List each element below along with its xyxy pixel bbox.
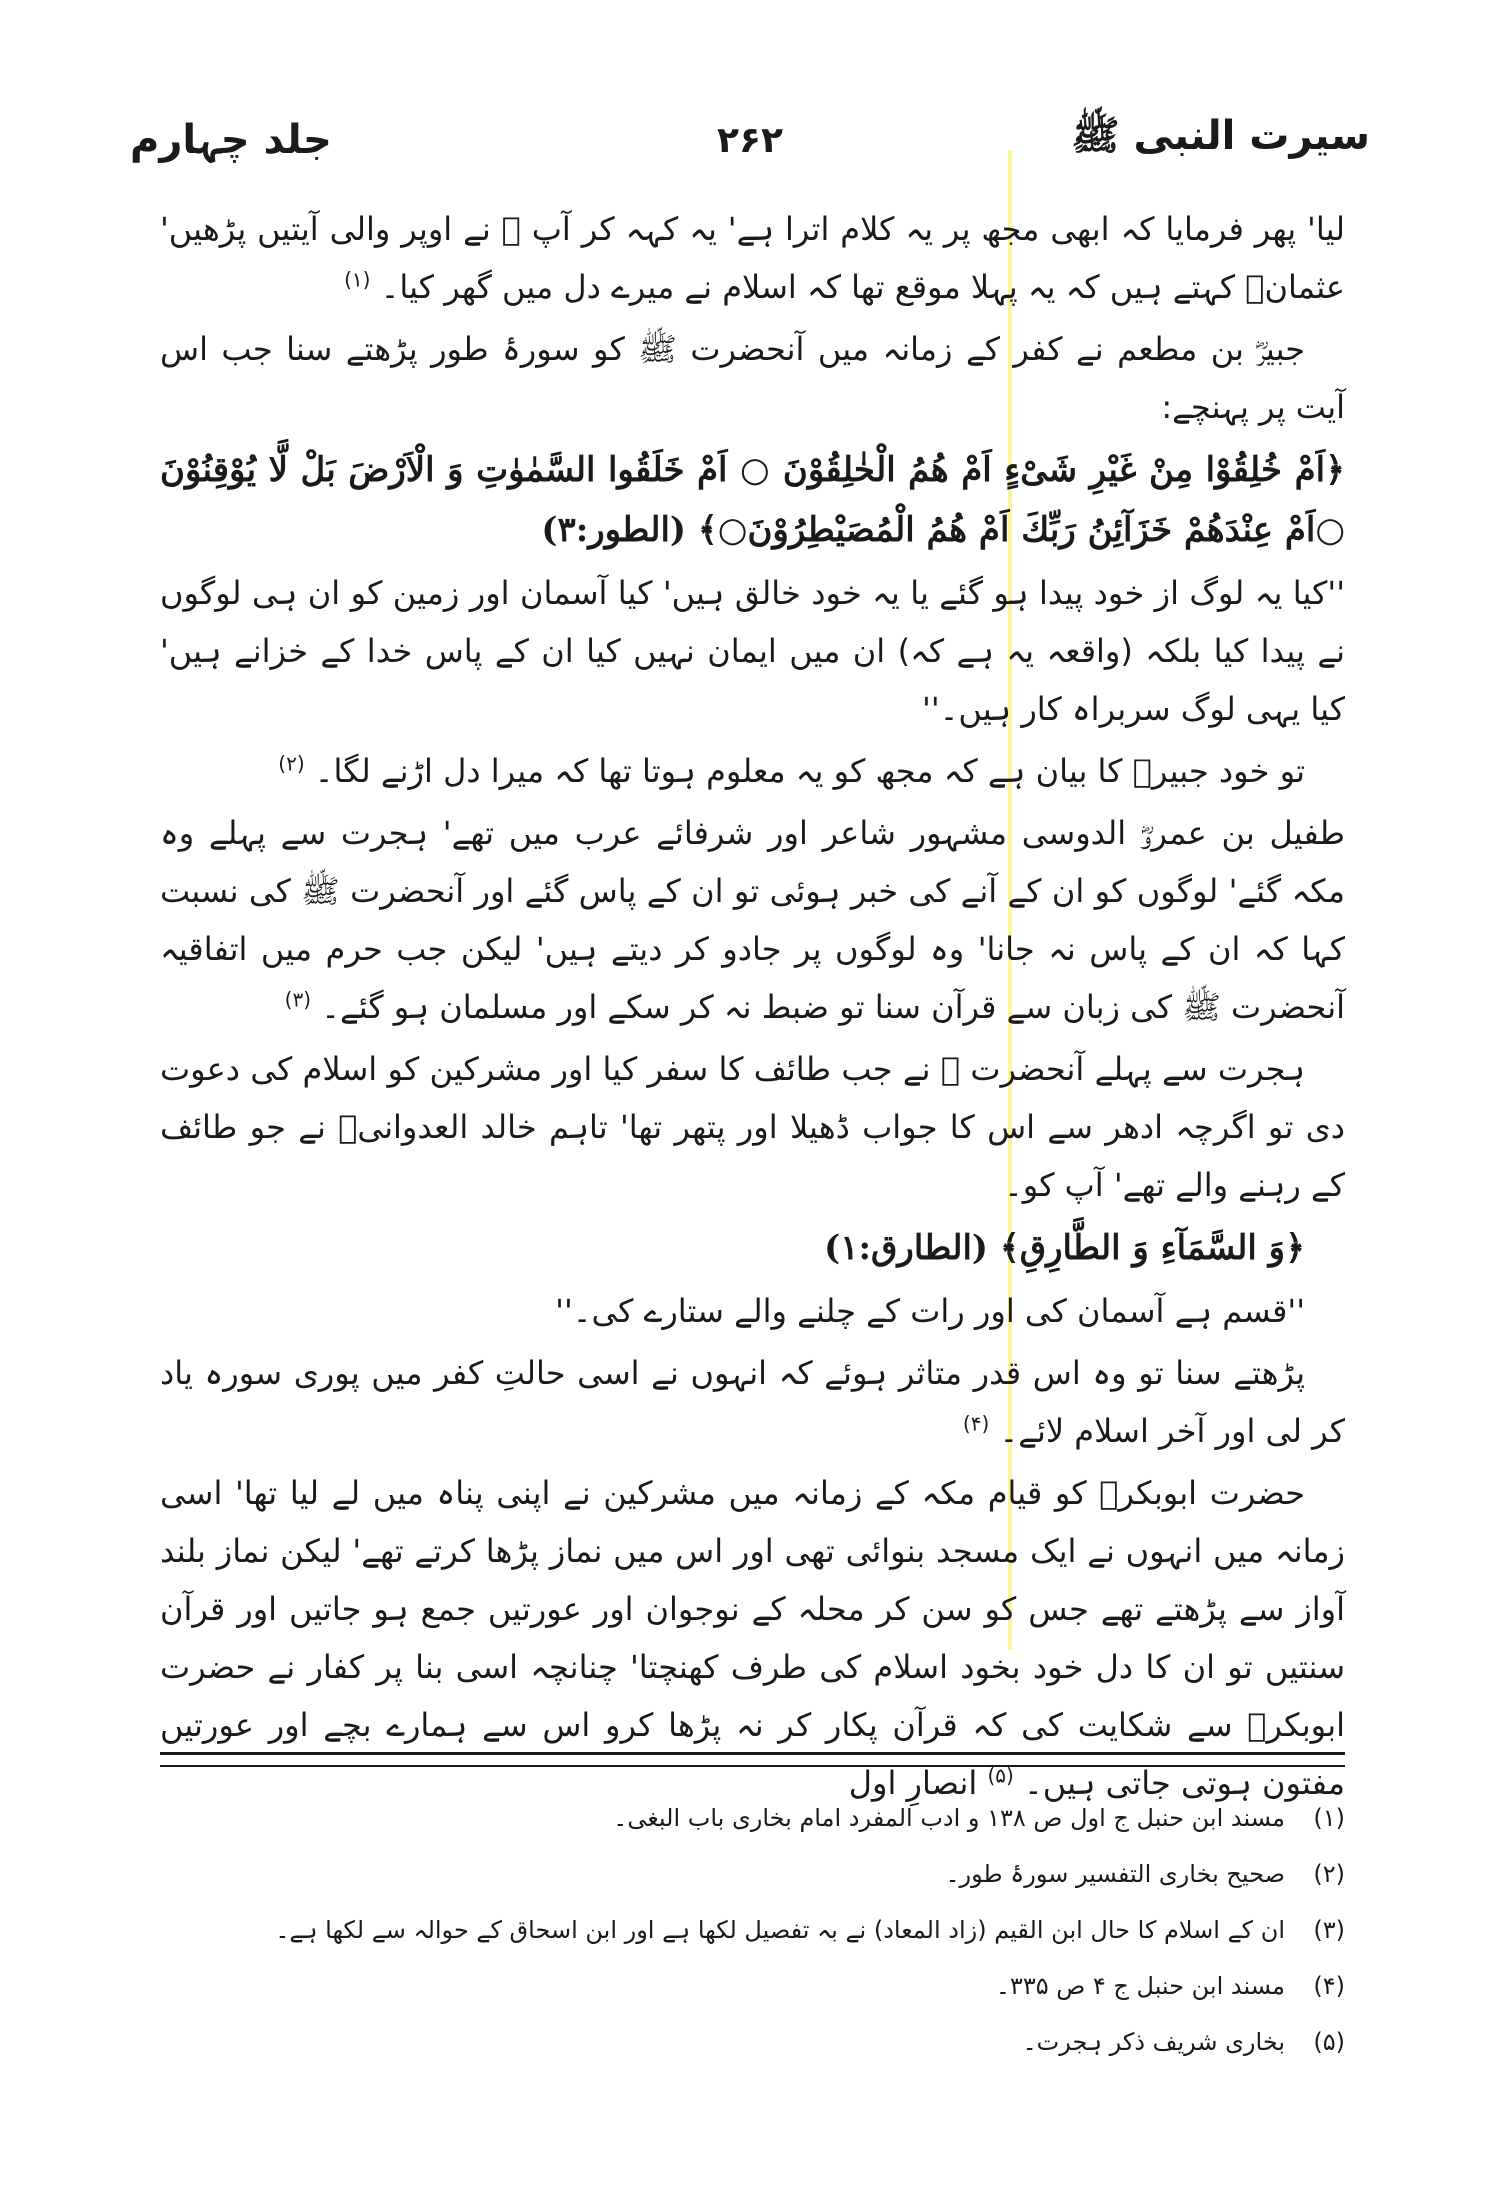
section-heading-ansar: انصارِ اول <box>848 1764 978 1802</box>
volume-label: جلد چہارم <box>130 117 332 163</box>
footnote-5: (۵) بخاری شریف ذکر ہجرت۔ <box>1022 2028 1345 2056</box>
footnote-ref-3: (۳) <box>284 987 312 1012</box>
verse-translation-1: ''کیا یہ لوگ از خود پیدا ہو گئے یا یہ خود خالق ہیں' کیا آسمان اور زمین کو ان ہی لوگوں نے پیدا کیا بلکہ (واقعہ یہ ہے کہ) ان میں ایمان نہیں کیا ان کے پاس خدا کے خزانے ہیں' کیا یہی لوگ سربراہ کار ہیں۔'' <box>160 574 1345 728</box>
footnote-ref-1: (۱) <box>344 267 371 292</box>
footnote-ref-2: (۲) <box>278 751 305 776</box>
paragraph-4: تو خود جبیرؓ کا بیان ہے کہ مجھ کو یہ معلوم ہوتا تھا کہ میرا دل اڑنے لگا۔ $^{(۲)}$ <box>278 751 1305 790</box>
main-text <box>160 200 1345 1816</box>
paragraph-9: حضرت ابوبکرؓ کو قیام مکہ کے زمانہ میں مشرکین نے اپنی پناہ میں لے لیا تھا' اسی زمانہ میں انہوں نے ایک مسجد بنوائی تھی اور اس میں نماز پڑھا کرتے تھے' لیکن نماز بلند آواز سے پڑھتے تھے جس کو سن کر محلہ کے نوجوان اور عورتیں جمع ہو جاتیں اور قرآن سنتیں تو ان کا دل خود بخود اسلام کی طرف کھنچتا' چنانچہ اسی بنا پر کفار نے حضرت ابوبکرؓ سے شکایت کی کہ قرآن پکار کر نہ پڑھا کرو اس سے ہمارے بچے اور عورتیں مفتون ہوتی جاتی ہیں۔ $^{(۵)}$ انصارِ اول <box>160 1474 1346 1802</box>
footnote-1: (۱) مسند ابن حنبل ج اول ص ۱۳۸ و ادب المفرد امام بخاری باب البغی۔ <box>613 1804 1345 1832</box>
footnote-divider <box>160 1765 1345 1767</box>
footnote-3: (۳) ان کے اسلام کا حال ابن القیم (زاد المعاد) نے بہ تفصیل لکھا ہے اور ابن اسحاق کے حوالہ سے لکھا ہے۔ <box>275 1916 1345 1944</box>
paragraph-1: لیا' پھر فرمایا کہ ابھی مجھ پر یہ کلام اترا ہے' یہ کہہ کر آپ ﷺ نے اوپر والی آیتیں پڑھیں' عثمانؓ کہتے ہیں کہ یہ پہلا موقع تھا کہ اسلام نے میرے دل میں گھر کیا۔ $^{(۱)}$ <box>160 210 1345 306</box>
paragraph-2: جبیرؓ بن مطعم نے کفر کے زمانہ میں آنحضرت ﷺ کو سورۂ طور پڑھتے سنا جب اس آیت پر پہنچے: <box>160 330 1345 426</box>
footnote-4: (۴) مسند ابن حنبل ج ۴ ص ۳۳۵۔ <box>995 1972 1345 2000</box>
footnotes <box>160 1790 1345 2070</box>
page-number: ۲۶۲ <box>717 119 783 161</box>
paragraph-6: ہجرت سے پہلے آنحضرت ﷺ نے جب طائف کا سفر کیا اور مشرکین کو اسلام کی دعوت دی تو اگرچہ ادھر سے اس کا جواب ڈھیلا اور پتھر تھا' تاہم خالد العدوانیؓ نے جو طائف کے رہنے والے تھے' آپ کو۔ <box>160 1050 1345 1204</box>
book-title: سیرت النبی ﷺ <box>1071 113 1370 159</box>
paragraph-5: طفیل بن عمروؓ الدوسی مشہور شاعر اور شرفائے عرب میں تھے' ہجرت سے پہلے وہ مکہ گئے' لوگوں کو ان کے آنے کی خبر ہوئی تو ان کے پاس گئے اور آنحضرت ﷺ کی نسبت کہا کہ ان کے پاس نہ جانا' وہ لوگوں پر جادو کر دیتے ہیں' لیکن جب حرم میں اتفاقیہ آنحضرت ﷺ کی زبان سے قرآن سنا تو ضبط نہ کر سکے اور مسلمان ہو گئے۔ $^{(۳)}$ <box>160 814 1346 1026</box>
footnote-2: (۲) صحیح بخاری التفسیر سورۂ طور۔ <box>945 1860 1345 1888</box>
quran-verse-1: ﴿اَمْ خُلِقُوْا مِنْ غَيْرِ شَیْءٍ اَمْ هُمُ الْخٰلِقُوْنَ ○ اَمْ خَلَقُوا السَّمٰوٰتِ وَ الْاَرْضَ بَلْ لَّا يُوْقِنُوْنَ ○اَمْ عِنْدَهُمْ خَزَآئِنُ رَبِّكَ اَمْ هُمُ الْمُصَيْطِرُوْنَ○﴾ (الطور:۳) <box>160 450 1345 550</box>
footnote-ref-5: (۵) <box>987 1763 1014 1788</box>
page-header <box>130 110 1370 170</box>
quran-verse-2: ﴿وَ السَّمَآءِ وَ الطَّارِقِ﴾ (الطارق:۱) <box>824 1228 1305 1268</box>
text-underline-rule <box>160 1752 1345 1755</box>
footnote-ref-4: (۴) <box>962 1411 990 1436</box>
verse-translation-2: ''قسم ہے آسمان کی اور رات کے چلنے والے ستارے کی۔'' <box>555 1292 1305 1330</box>
paragraph-8: پڑھتے سنا تو وہ اس قدر متاثر ہوئے کہ انہوں نے اسی حالتِ کفر میں پوری سورہ یاد کر لی اور آخر اسلام لائے۔ $^{(۴)}$ <box>160 1354 1345 1450</box>
